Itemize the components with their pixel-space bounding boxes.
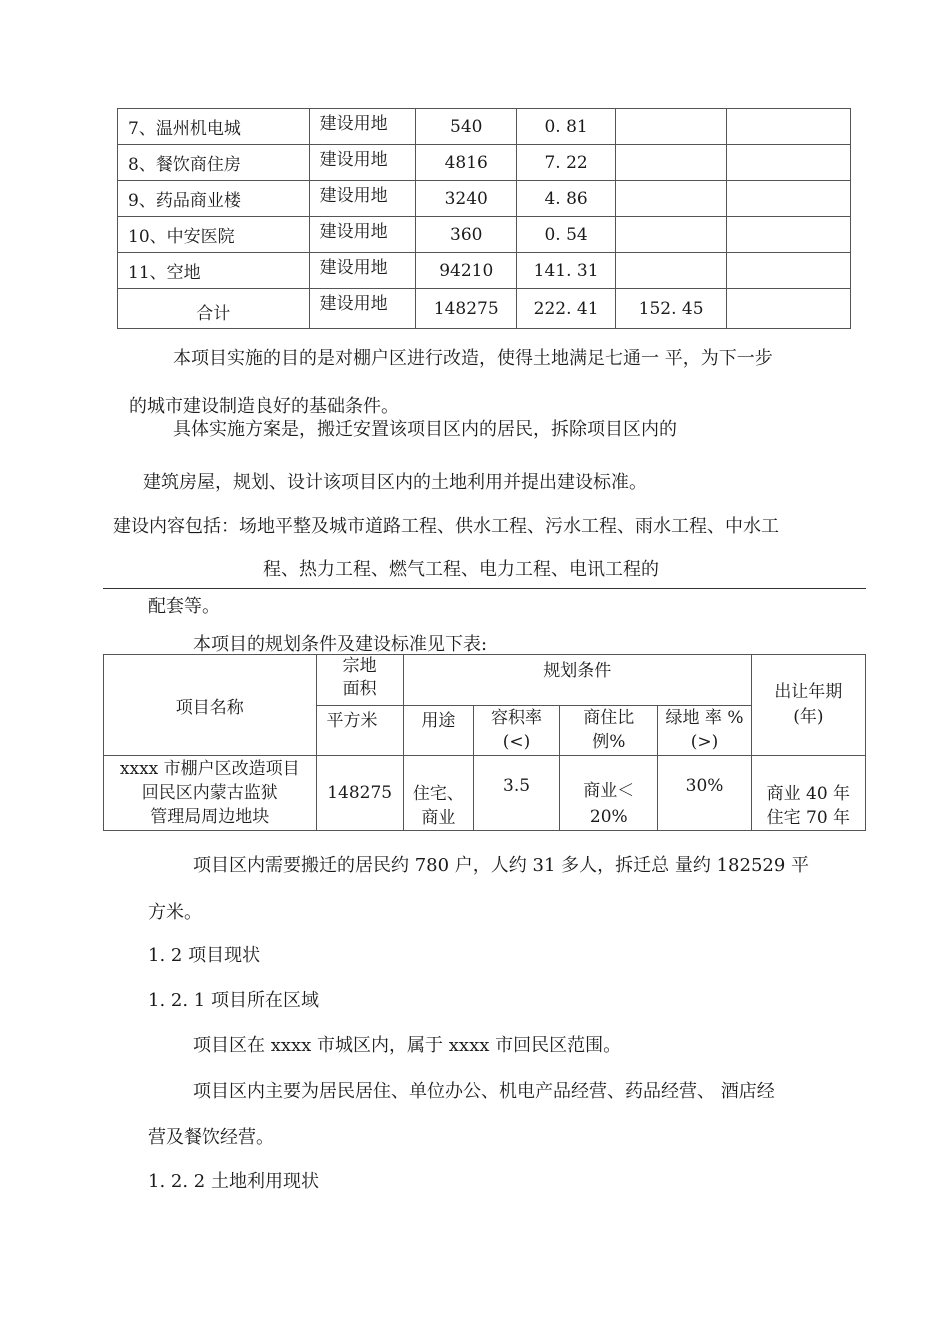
row-parcel-area: 148275 bbox=[316, 756, 403, 831]
table-row bbox=[118, 253, 851, 289]
header-far-line2: (<) bbox=[502, 732, 531, 752]
table-row bbox=[118, 289, 851, 329]
header-parcel-area-line2: 面积 bbox=[342, 679, 377, 699]
cell-empty bbox=[727, 217, 851, 253]
cell-area-sqm: 148275 bbox=[416, 289, 517, 329]
cell-land-use: 建设用地 bbox=[309, 289, 415, 329]
cell-empty bbox=[727, 109, 851, 145]
cell-parcel-name: 8、餐饮商住房 bbox=[118, 145, 310, 181]
cell-area-mu: 0. 54 bbox=[517, 217, 615, 253]
header-parcel-area-line1: 宗地 bbox=[342, 656, 377, 676]
heading-1-2-2: 1. 2. 2 土地利用现状 bbox=[148, 1171, 319, 1192]
header-green-ratio bbox=[658, 706, 751, 756]
cell-empty bbox=[727, 253, 851, 289]
row-use bbox=[403, 756, 473, 831]
cell-empty bbox=[727, 145, 851, 181]
land-use-table bbox=[117, 108, 851, 329]
cell-parcel-name: 10、中安医院 bbox=[118, 217, 310, 253]
header-parcel-area bbox=[316, 655, 403, 706]
header-commercial-ratio-line2: 例% bbox=[592, 732, 626, 752]
cell-land-use: 建设用地 bbox=[309, 217, 415, 253]
heading-1-2-1: 1. 2. 1 项目所在区域 bbox=[148, 990, 319, 1011]
cell-extra: 152. 45 bbox=[615, 289, 727, 329]
row-commercial-ratio bbox=[560, 756, 658, 831]
header-far-line1: 容积率 bbox=[491, 708, 543, 728]
paragraph-purpose: 本项目实施的目的是对棚户区进行改造，使得土地满足七通一 平，为下一步 bbox=[173, 348, 773, 369]
cell-area-mu: 4. 86 bbox=[517, 181, 615, 217]
paragraph-construction-end: 配套等。 bbox=[148, 596, 220, 617]
cell-area-sqm: 360 bbox=[416, 217, 517, 253]
cell-land-use: 建设用地 bbox=[309, 181, 415, 217]
paragraph-relocation-cont: 方米。 bbox=[148, 902, 202, 923]
header-green-ratio-line1: 绿地 率 % bbox=[665, 708, 744, 728]
cell-parcel-name: 9、药品商业楼 bbox=[118, 181, 310, 217]
paragraph-purpose-cont: 的城市建设制造良好的基础条件。 bbox=[129, 396, 399, 417]
header-commercial-ratio bbox=[560, 706, 658, 756]
planning-conditions-table bbox=[103, 654, 866, 831]
cell-area-mu: 0. 81 bbox=[517, 109, 615, 145]
header-far bbox=[473, 706, 559, 756]
table-row bbox=[118, 181, 851, 217]
table-row bbox=[118, 217, 851, 253]
table-row bbox=[118, 109, 851, 145]
cell-parcel-name: 11、空地 bbox=[118, 253, 310, 289]
cell-area-sqm: 3240 bbox=[416, 181, 517, 217]
cell-parcel-name: 7、温州机电城 bbox=[118, 109, 310, 145]
row-transfer-term bbox=[751, 756, 865, 831]
paragraph-activities: 项目区内主要为居民居住、单位办公、机电产品经营、药品经营、 酒店经 bbox=[193, 1081, 775, 1102]
cell-area-sqm: 540 bbox=[416, 109, 517, 145]
header-commercial-ratio-line1: 商住比 bbox=[583, 708, 635, 728]
cell-land-use: 建设用地 bbox=[309, 145, 415, 181]
paragraph-relocation: 项目区内需要搬迁的居民约 780 户，人约 31 多人，拆迁总 量约 182529 平 bbox=[193, 855, 810, 876]
cell-area-mu: 7. 22 bbox=[517, 145, 615, 181]
row-far: 3.5 bbox=[473, 756, 559, 831]
paragraph-construction: 建设内容包括：场地平整及城市道路工程、供水工程、污水工程、雨水工程、中水工 bbox=[113, 516, 779, 537]
cell-empty bbox=[727, 181, 851, 217]
paragraph-location: 项目区在 xxxx 市城区内，属于 xxxx 市回民区范围。 bbox=[193, 1035, 622, 1056]
row-project-name-line1: xxxx 市棚户区改造项目 bbox=[119, 759, 300, 779]
row-commercial-ratio-line1: 商业＜ bbox=[583, 781, 635, 801]
paragraph-plan-clipped bbox=[173, 419, 677, 447]
row-project-name bbox=[104, 756, 317, 831]
row-green-ratio: 30% bbox=[658, 756, 751, 831]
cell-land-use: 建设用地 bbox=[309, 109, 415, 145]
header-use: 用途 bbox=[403, 706, 473, 756]
cell-extra bbox=[615, 181, 727, 217]
header-transfer-term bbox=[751, 655, 865, 756]
heading-1-2: 1. 2 项目现状 bbox=[148, 945, 261, 966]
paragraph-activities-cont: 营及餐饮经营。 bbox=[148, 1127, 274, 1148]
row-project-name-line3: 管理局周边地块 bbox=[150, 807, 270, 827]
row-transfer-term-line1: 商业 40 年 bbox=[766, 784, 851, 804]
row-commercial-ratio-line2: 20% bbox=[589, 807, 628, 827]
header-project-name: 项目名称 bbox=[104, 655, 317, 756]
row-project-name-line2: 回民区内蒙古监狱 bbox=[141, 783, 278, 803]
cell-area-mu: 222. 41 bbox=[517, 289, 615, 329]
cell-land-use: 建设用地 bbox=[309, 253, 415, 289]
cell-area-sqm: 4816 bbox=[416, 145, 517, 181]
row-use-line2: 商业 bbox=[421, 808, 456, 828]
cell-extra bbox=[615, 145, 727, 181]
cell-empty bbox=[727, 289, 851, 329]
cell-extra bbox=[615, 253, 727, 289]
row-use-line1: 住宅、 bbox=[412, 784, 464, 804]
cell-extra bbox=[615, 109, 727, 145]
row-transfer-term-line2: 住宅 70 年 bbox=[766, 808, 851, 828]
cell-extra bbox=[615, 217, 727, 253]
table-row bbox=[118, 145, 851, 181]
paragraph-construction-cont: 程、热力工程、燃气工程、电力工程、电讯工程的 bbox=[263, 559, 659, 580]
header-unit: 平方米 bbox=[316, 706, 403, 756]
paragraph-plan-clipped-text: 具体实施方案是，搬迁安置该项目区内的居民，拆除项目区内的 bbox=[173, 419, 677, 440]
cell-area-mu: 141. 31 bbox=[517, 253, 615, 289]
horizontal-rule bbox=[103, 588, 866, 589]
header-planning-conditions: 规划条件 bbox=[403, 655, 751, 706]
paragraph-plan: 建筑房屋，规划、设计该项目区内的土地利用并提出建设标准。 bbox=[143, 472, 647, 493]
cell-parcel-name: 合计 bbox=[118, 289, 310, 329]
header-transfer-term-line1: 出让年期 bbox=[774, 682, 843, 702]
header-transfer-term-line2: (年) bbox=[793, 707, 824, 727]
cell-area-sqm: 94210 bbox=[416, 253, 517, 289]
table-intro: 本项目的规划条件及建设标准见下表: bbox=[193, 634, 488, 655]
header-green-ratio-line2: (>) bbox=[690, 732, 719, 752]
